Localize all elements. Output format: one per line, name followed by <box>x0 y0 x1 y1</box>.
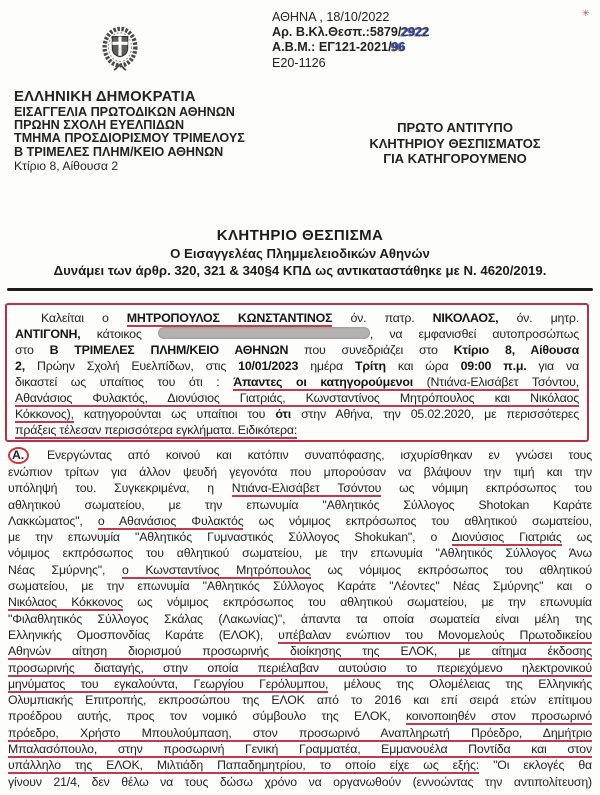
text-segment: Τρίτη <box>355 359 386 373</box>
red-underlined-text: Αθηνών αίτηση διορισμού προσωρινής διοίκησης της ΕΛΟΚ, με αίτημα έκδοσης <box>8 644 592 659</box>
text-segment: γίνουν 21/4, δεν θέλω να τους δώσω χρόνο να οργανωθούν (εννοώντας την αντιπολίτευση) <box>8 774 592 789</box>
document-title: ΚΛΗΤΗΡΙΟ ΘΕΣΠΙΣΜΑ <box>216 227 384 244</box>
copy-line: ΠΡΩΤΟ ΑΝΤΙΤΥΠΟ <box>397 120 513 135</box>
text-line <box>8 594 592 610</box>
copy-line: ΓΙΑ ΚΑΤΗΓΟΡΟΥΜΕΝΟ <box>383 151 527 167</box>
text-line <box>8 757 592 773</box>
text-segment: ενώπιον τρίτων για άλλον ψευδή γεγονότα που μπορούσαν να βλάψουν την τιμή και την <box>8 465 592 479</box>
registry-number-stamped: 2922 <box>401 25 430 40</box>
text-segment: Κτίριο 8, Αίθουσα <box>453 343 579 357</box>
text-line <box>15 310 579 326</box>
text-segment: στην Αθήνα, την 05.02.2020, με περισσότερες <box>290 407 580 421</box>
text-line <box>8 611 592 627</box>
registry-number-row <box>272 25 429 40</box>
text-line <box>8 660 592 676</box>
text-segment: ως νόμιμος εκπρόσωπος του αθλητικού σωματείου, <box>243 513 592 528</box>
text-line <box>8 545 592 561</box>
text-segment: ΑΝΤΙΓΟΝΗ, <box>15 327 81 341</box>
text-segment: ημέρα <box>298 359 356 373</box>
registry-label: Αρ. Β.Κλ.Θεσπ.: <box>272 25 370 40</box>
text-line <box>8 513 592 529</box>
red-underlined-text: Διονύσιος Γιατριάς <box>451 530 562 545</box>
text-line <box>8 774 592 790</box>
state-title: ΕΛΛΗΝΙΚΗ ΔΗΜΟΚΡΑΤΙΑ <box>14 89 196 105</box>
text-line <box>15 422 579 438</box>
text-segment: Καλείται ο <box>41 311 127 325</box>
charge-section-a <box>8 447 592 790</box>
authority-line: ΠΡΩΗΝ ΣΧΟΛΗ ΕΥΕΛΠΙΔΩΝ <box>14 118 185 133</box>
text-segment: για να <box>526 359 579 373</box>
registry-block <box>272 10 429 71</box>
red-underlined-text: υπέβαλαν ενώπιον του Μονομελούς Πρωτοδικείου <box>278 627 592 642</box>
text-segment: δικαστεί ως υπαίτιος του ότι : <box>15 375 234 389</box>
text-segment: μέλους της Ολομέλειας της Ελληνικής <box>328 676 592 691</box>
text-line <box>15 406 579 422</box>
text-line <box>8 497 592 513</box>
text-segment: Νέας Σμύρνης", <box>8 562 122 577</box>
red-underlined-text: πρόεδρο, Χρήστο Μπουλούμπαση, στον προσωρινό Αναπληρωτή Πρόεδρο, Δημήτριο <box>8 725 592 740</box>
text-segment: στο <box>15 343 50 357</box>
text-segment: ως <box>561 530 592 545</box>
abm-number-stamped: 96 <box>391 40 406 55</box>
red-underlined-text: Ντιάνα-Ελισάβετ Τσόντου <box>231 481 382 496</box>
text-segment: ΝΙΚΟΛΑΟΣ, <box>432 311 499 325</box>
text-line <box>8 464 592 480</box>
text-segment: όν. μητρ. <box>498 311 579 325</box>
issuing-authority-block <box>14 88 294 173</box>
text-segment: ως νόμιμος εκπρόσωπος του αθλητικού <box>310 562 592 577</box>
text-segment: "Φιλαθλητικός Σύλλογος Σκάλας (Λακωνίας)", άπαντα τα οποία σωματεία είναι μέλη της <box>8 611 592 626</box>
text-line <box>15 326 579 342</box>
text-segment: , να εμφανισθεί αυτοπροσώπως <box>369 327 579 341</box>
copy-line: ΚΛΗΤΗΡΙΟΥ ΘΕΣΠΙΣΜΑΤΟΣ <box>369 135 541 151</box>
document-subtitle: Ο Εισαγγελέας Πλημμελειοδικών Αθηνών <box>170 246 430 261</box>
text-segment: που συνεδριάζει στο <box>288 343 454 357</box>
red-underlined-text: Αθανάσιος Φυλακτός, Διονύσιος Γιατριάς, Κωνσταντίνος Μητρόπουλος και Νικόλαος <box>15 391 579 405</box>
file-code: Ε20-1126 <box>272 55 326 70</box>
authority-line: ΕΙΣΑΓΓΕΛΙΑ ΠΡΩΤΟΔΙΚΩΝ ΑΘΗΝΩΝ <box>14 105 235 119</box>
text-segment: κατηγορούνται ως υπαίτιοι του <box>73 407 276 421</box>
red-underlined-text: (Ντιάνα-Ελισάβετ Τσόντου, <box>412 375 579 389</box>
text-segment: 09:00 π.μ. <box>460 359 527 373</box>
text-segment: υπόληψή του. Συγκεκριμένα, η <box>8 481 232 496</box>
red-underlined-text: μηνύματος του εγκαλούντα, Γεωργίου Γερόλυμπου, <box>8 676 329 691</box>
text-line <box>8 627 592 643</box>
red-underlined-text: ΜΗΤΡΟΠΟΥΛΟΣ ΚΩΝΣΤΑΝΤΙΝΟΣ <box>126 311 333 325</box>
red-underlined-text: υπάλληλο της ΕΛΟΚ, Μιλτιάδη Παπαδημητρίου, το οποίο είχε ως εξής: <box>8 758 480 773</box>
text-segment: Πρώην Σχολή Ευελπίδων, στις <box>24 359 239 373</box>
abm-label: Α.Β.Μ.: <box>272 40 319 55</box>
text-line <box>8 692 592 708</box>
red-underlined-text: ο Αθανάσιος Φυλακτός <box>97 513 244 528</box>
abm-number-printed: ΕΓ121-2021/ <box>318 40 392 55</box>
registry-number-printed: 5879/ <box>369 25 402 40</box>
text-segment: με την επωνυμία "Αθλητικός Γυμναστικός Σύλλογος Shokukan", ο <box>8 530 452 545</box>
text-line <box>8 741 592 757</box>
text-line <box>8 562 592 578</box>
city-date: ΑΘΗΝΑ , 18/10/2022 <box>272 10 390 24</box>
horizontal-rule <box>7 288 593 291</box>
text-segment: Λακκώματος", <box>8 513 98 528</box>
text-line <box>8 708 592 724</box>
copy-designation-block <box>330 120 580 167</box>
red-underlined-text: πράξεις τέλεσαν περισσότερα εγκλήματα. Ειδικότερα: <box>15 423 298 437</box>
text-segment: προέδρου αυτής, προς τον νομικό σύμβουλο της ΕΛΟΚ, <box>8 709 406 724</box>
text-segment: 2, <box>15 359 25 373</box>
text-segment: Ολυμπιακής Επιτροπής, εκπροσώπου της ΕΛΟΚ από το 2016 και επί σειρά ετών επίτιμου <box>8 693 592 708</box>
text-line <box>8 643 592 659</box>
greek-emblem-icon <box>100 26 140 74</box>
text-segment: 10/01/2023 <box>238 359 299 373</box>
text-segment: Ενεργώντας από κοινού και κατόπιν συναπόφασης, ισχυρίσθηκαν εν γνώσει τους <box>31 448 592 462</box>
authority-line: Β ΤΡΙΜΕΛΕΣ ΠΛΗΜ/ΚΕΙΟ ΑΘΗΝΩΝ <box>14 144 224 159</box>
text-segment: και ώρα <box>385 359 461 373</box>
text-line <box>15 358 579 374</box>
red-underlined-text: Άπαντες οι κατηγορούμενοι <box>233 375 413 389</box>
text-segment: "Οι εκλογές θα <box>479 758 592 773</box>
text-line <box>15 390 579 406</box>
red-underlined-text: ο Κωνσταντίνος Μητρόπουλος <box>122 562 311 577</box>
text-line <box>8 529 592 545</box>
red-underlined-text: Κόκκονος), <box>15 407 74 421</box>
red-underlined-text: Μπαλασόπουλο, στην προσωρινή Γενική Γραμματέα, Εμμανουέλα Ποντίδα και στον <box>8 742 592 757</box>
text-segment: ως νόμιμη εκπρόσωπος του <box>381 481 592 496</box>
authority-address: Κτίριο 8, Αίθουσα 2 <box>14 158 119 173</box>
red-underlined-text: προσωρινής διαταγής, στην οποία περιέλαβαν αυτούσιο το περιεχόμενο ηλεκτρονικού <box>8 660 592 675</box>
text-line <box>15 342 579 358</box>
legal-basis: Δυνάμει των άρθρ. 320, 321 & 340§4 ΚΠΔ ως αντικαταστάθηκε με Ν. 4620/2019. <box>53 263 547 278</box>
text-segment: αθλητικού σωματείου, με την επωνυμία "Αθλητικός Σύλλογος Shotokan Καράτε <box>8 497 592 512</box>
text-line <box>8 676 592 692</box>
red-underlined-text: Νικόλαος Κόκκονος <box>8 595 123 610</box>
text-segment: ως νόμιμος εκπρόσωπος του αθλητικού σωματείου, με την επωνυμία <box>122 595 592 610</box>
text-segment: όν. πατρ. <box>332 311 433 325</box>
red-circled-label: Α. <box>8 447 29 464</box>
document-title-block <box>0 227 600 278</box>
text-line <box>8 725 592 741</box>
abm-row <box>272 40 429 55</box>
text-segment: ότι <box>275 407 291 421</box>
text-segment: νόμιμος εκπρόσωπος του αθλητικού σωματείου, με την επωνυμία "Αθλητικός Σύλλογος Άνω <box>8 546 592 561</box>
summons-paragraph-red-box <box>5 303 589 442</box>
text-segment: Ελληνικής Ομοσπονδίας Καράτε (ΕΛΟΚ), <box>8 627 279 642</box>
text-segment: κάτοικος <box>80 327 158 341</box>
text-line <box>8 480 592 496</box>
text-segment: σωματείου, με την επωνυμία "Αθλητικός Σύλλογος Καράτε "Λέοντες" Νέας Σμύρνης" και ο <box>8 579 592 594</box>
text-line <box>15 374 579 390</box>
redaction-bar <box>158 327 370 339</box>
authority-line: ΤΜΗΜΑ ΠΡΟΣΔΙΟΡΙΣΜΟΥ ΤΡΙΜΕΛΟΥΣ <box>14 131 245 146</box>
red-pen-mark: ✳ <box>582 8 590 18</box>
text-line <box>8 578 592 594</box>
red-underlined-text: κοινοποιηθέν στον προσωρινό <box>405 709 592 724</box>
text-line <box>8 447 592 464</box>
text-segment: Β ΤΡΙΜΕΛΕΣ ΠΛΗΜ/ΚΕΙΟ ΑΘΗΝΩΝ <box>49 343 289 357</box>
